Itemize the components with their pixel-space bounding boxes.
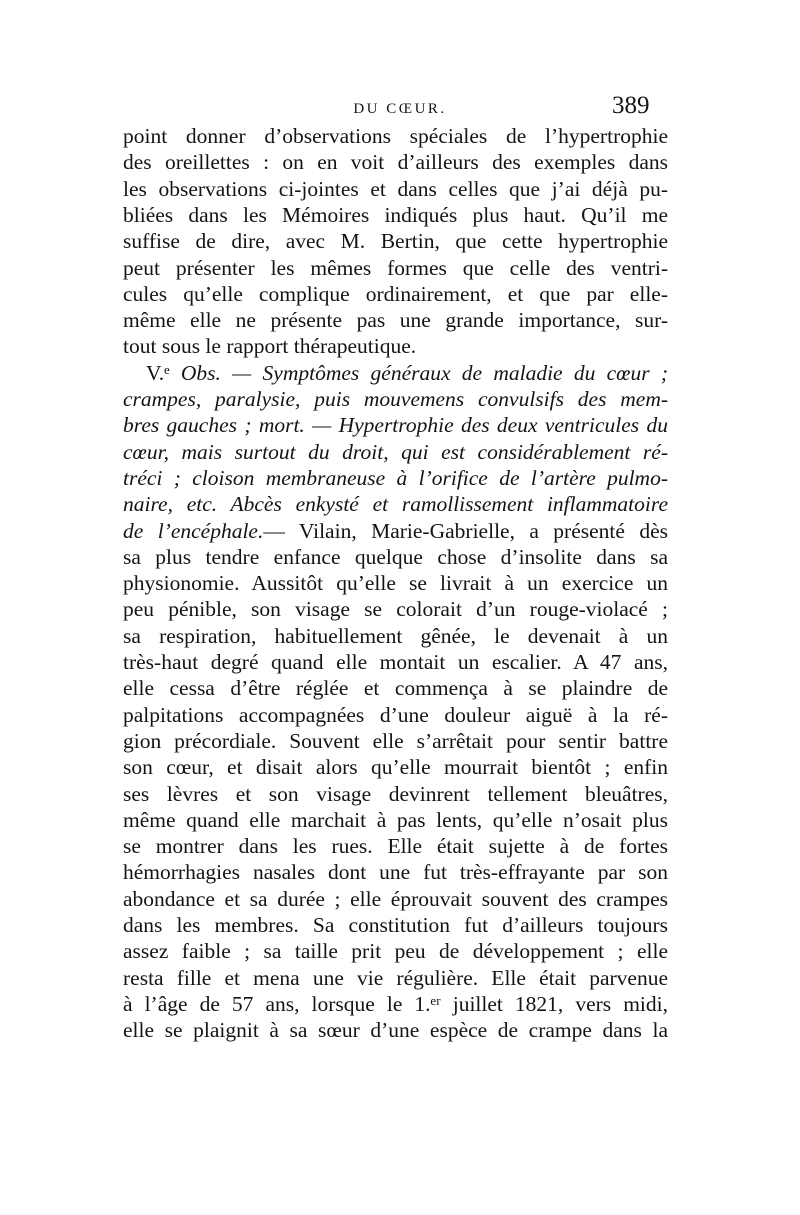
text-line — [123, 228, 668, 254]
text-segment: gion précordiale. Souvent elle s’arrêtait pour sentir battre — [123, 728, 668, 753]
text-line — [123, 518, 668, 544]
text-segment: physionomie. Aussitôt qu’elle se livrait à un exercice un — [123, 571, 668, 596]
text-segment: peu pénible, son visage se colorait d’un rouge-violacé ; — [123, 597, 668, 622]
text-line — [123, 807, 668, 833]
text-segment: sa respiration, habituellement gênée, le devenait à un — [123, 623, 668, 648]
text-segment: dans les membres. Sa constitution fut d’ailleurs toujours — [123, 913, 668, 937]
text-line — [123, 596, 668, 622]
text-segment: peut présenter les mêmes formes que celle des ventri- — [123, 255, 668, 280]
text-segment: son cœur, et disait alors qu’elle mourrait bientôt ; enfin — [123, 755, 668, 780]
text-line — [123, 255, 668, 281]
text-line — [123, 781, 668, 807]
text-segment: très-haut degré quand elle montait un escalier. A 47 ans, — [123, 650, 668, 674]
text-line — [123, 702, 668, 728]
text-line — [123, 754, 668, 780]
text-segment: palpitations accompagnées d’une douleur aiguë à la ré- — [123, 702, 668, 727]
italic-text-segment: de l’encéphale. — [123, 518, 264, 543]
text-segment: bliées dans les Mémoires indiqués plus haut. Qu’il me — [123, 202, 668, 227]
text-line — [123, 544, 668, 570]
text-line — [123, 491, 668, 517]
page-number: 389 — [612, 92, 650, 119]
text-segment: assez faible ; sa taille prit peu de développement ; elle — [123, 939, 668, 964]
text-line — [123, 439, 668, 465]
text-line — [123, 1017, 668, 1043]
italic-text-segment: tréci ; cloison membraneuse à l’orifice de l’artère pulmo- — [123, 465, 668, 490]
text-segment: V.ᵉ — [146, 360, 181, 385]
text-segment: tout sous le rapport thérapeutique. — [123, 334, 417, 359]
text-segment: même quand elle marchait à pas lents, qu’elle n’osait plus — [123, 807, 668, 832]
text-line — [123, 649, 668, 675]
text-segment: cules qu’elle complique ordinairement, et que par elle- — [123, 281, 668, 306]
text-segment: à l’âge de 57 ans, lorsque le 1.ᵉʳ juillet 1821, vers midi, — [123, 991, 668, 1016]
text-line — [123, 333, 668, 359]
text-segment: point donner d’observations spéciales de l’hypertrophie — [123, 124, 668, 148]
italic-text-segment: crampes, paralysie, puis mouvemens convulsifs des mem- — [123, 387, 668, 411]
text-segment: elle cessa d’être réglée et commença à se plaindre de — [123, 676, 668, 701]
text-line — [123, 833, 668, 859]
italic-text-segment: naire, etc. Abcès enkysté et ramollissement inflammatoire — [123, 492, 668, 517]
text-segment: abondance et sa durée ; elle éprouvait souvent des crampes — [123, 886, 668, 911]
italic-text-segment: Obs. — Symptômes généraux de maladie du cœur ; — [180, 360, 668, 385]
text-line — [146, 360, 668, 386]
text-line — [123, 675, 668, 701]
text-line — [123, 912, 668, 938]
italic-text-segment: bres gauches ; mort. — Hypertrophie des deux ventricules du — [123, 413, 668, 438]
text-line — [123, 859, 668, 885]
text-segment: suffise de dire, avec M. Bertin, que cette hypertrophie — [123, 229, 668, 254]
text-segment: — Vilain, Marie-Gabrielle, a présenté dès — [263, 518, 668, 543]
text-line — [123, 307, 668, 333]
text-segment: les observations ci-jointes et dans celles que j’ai déjà pu- — [123, 176, 668, 201]
text-line — [123, 465, 668, 491]
text-line — [123, 965, 668, 991]
text-line — [123, 412, 668, 438]
text-segment: resta fille et mena une vie régulière. Elle était parvenue — [123, 965, 668, 990]
text-line — [123, 886, 668, 912]
text-line — [123, 202, 668, 228]
text-line — [123, 386, 668, 412]
text-line — [123, 938, 668, 964]
text-segment: hémorrhagies nasales dont une fut très-effrayante par son — [123, 860, 668, 885]
text-line — [123, 570, 668, 596]
text-segment: se montrer dans les rues. Elle était sujette à de fortes — [123, 834, 668, 859]
text-segment: des oreillettes : on en voit d’ailleurs des exemples dans — [123, 150, 668, 175]
text-line — [123, 149, 668, 175]
text-line — [123, 991, 668, 1017]
running-header: DU CŒUR. — [353, 101, 447, 117]
text-line — [123, 123, 668, 149]
text-segment: sa plus tendre enfance quelque chose d’insolite dans sa — [123, 544, 668, 569]
text-line — [123, 176, 668, 202]
text-line — [123, 623, 668, 649]
text-line — [123, 281, 668, 307]
text-segment: ses lèvres et son visage devinrent tellement bleuâtres, — [123, 781, 668, 806]
text-segment: elle se plaignit à sa sœur d’une espèce de crampe dans la — [123, 1018, 668, 1043]
text-line — [123, 728, 668, 754]
text-segment: même elle ne présente pas une grande importance, sur- — [123, 308, 668, 333]
italic-text-segment: cœur, mais surtout du droit, qui est considérablement ré- — [123, 439, 668, 464]
